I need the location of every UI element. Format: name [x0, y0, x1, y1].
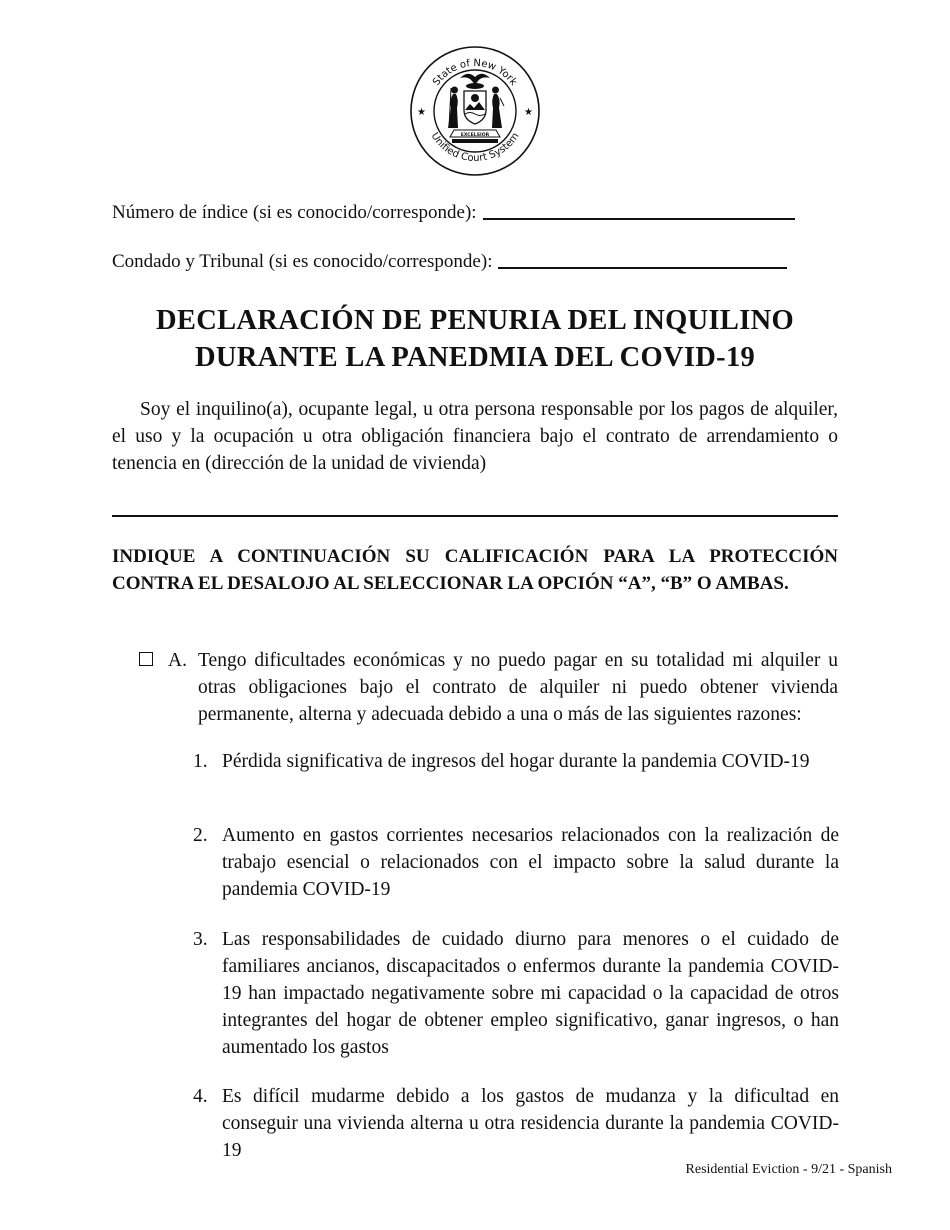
- intro-paragraph: Soy el inquilino(a), ocupante legal, u otra persona responsable por los pagos de alquiler, el uso y la ocupación u otra obligación financiera bajo el contrato de arrendamiento o tenencia en (dirección de la unidad de vivienda): [112, 399, 838, 474]
- reason-number: 3.: [193, 929, 208, 950]
- court-seal-logo: [408, 44, 542, 178]
- reason-text: Aumento en gastos corrientes necesarios relacionados con la realización de trabajo esencial o relacionados con el impacto sobre la salud durante la pandemia COVID-19: [222, 825, 839, 900]
- reason-text: Pérdida significativa de ingresos del hogar durante la pandemia COVID-19: [222, 751, 810, 772]
- section-heading: INDIQUE A CONTINUACIÓN SU CALIFICACIÓN PARA LA PROTECCIÓN CONTRA EL DESALOJO AL SELECCIONAR LA OPCIÓN “A”, “B” O AMBAS.: [112, 546, 838, 594]
- index-number-field: [112, 202, 795, 224]
- title-line-2: DURANTE LA PANEDMIA DEL COVID-19: [194, 342, 756, 373]
- reason-number: 2.: [193, 825, 208, 846]
- reason-number: 1.: [193, 751, 208, 772]
- svg-text:★: ★: [524, 107, 533, 118]
- svg-text:★: ★: [417, 107, 426, 118]
- county-court-label: Condado y Tribunal (si es conocido/corresponde):: [112, 251, 493, 272]
- address-input-line[interactable]: [112, 515, 838, 517]
- index-number-label: Número de índice (si es conocido/corresponde):: [112, 202, 477, 223]
- county-court-input-line[interactable]: [498, 267, 787, 269]
- title-line-1: DECLARACIÓN DE PENURIA DEL INQUILINO: [156, 305, 794, 336]
- seal-motto: EXCELSIOR: [460, 133, 490, 138]
- page-title: [100, 302, 850, 376]
- index-number-input-line[interactable]: [483, 218, 795, 220]
- option-a-checkbox[interactable]: [139, 652, 153, 666]
- option-a-text: Tengo dificultades económicas y no puedo pagar en su totalidad mi alquiler u otras obligaciones bajo el contrato de alquiler ni puedo obtener vivienda permanente, alterna y adecuada debido a una o más de las siguientes razones:: [198, 650, 838, 725]
- reason-text: Las responsabilidades de cuidado diurno para menores o el cuidado de familiares ancianos, discapacitados o enfermos durante la pandemia COVID-19 han impactado negativamente sobre mi capacidad o la capacidad de otros integrantes del hogar de obtener empleo significativo, ganar ingresos, o han aumentado los gastos: [222, 929, 839, 1058]
- reason-text: Es difícil mudarme debido a los gastos de mudanza y la dificultad en conseguir una vivienda alterna u otra residencia durante la pandemia COVID-19: [222, 1086, 839, 1161]
- county-court-field: [112, 251, 787, 273]
- seal-top-text: State of New York: [431, 57, 519, 88]
- option-a-letter: A.: [168, 650, 187, 671]
- reason-number: 4.: [193, 1086, 208, 1107]
- seal-bottom-text: Unified Court System: [428, 130, 522, 165]
- form-footer-code: Residential Eviction - 9/21 - Spanish: [685, 1162, 892, 1177]
